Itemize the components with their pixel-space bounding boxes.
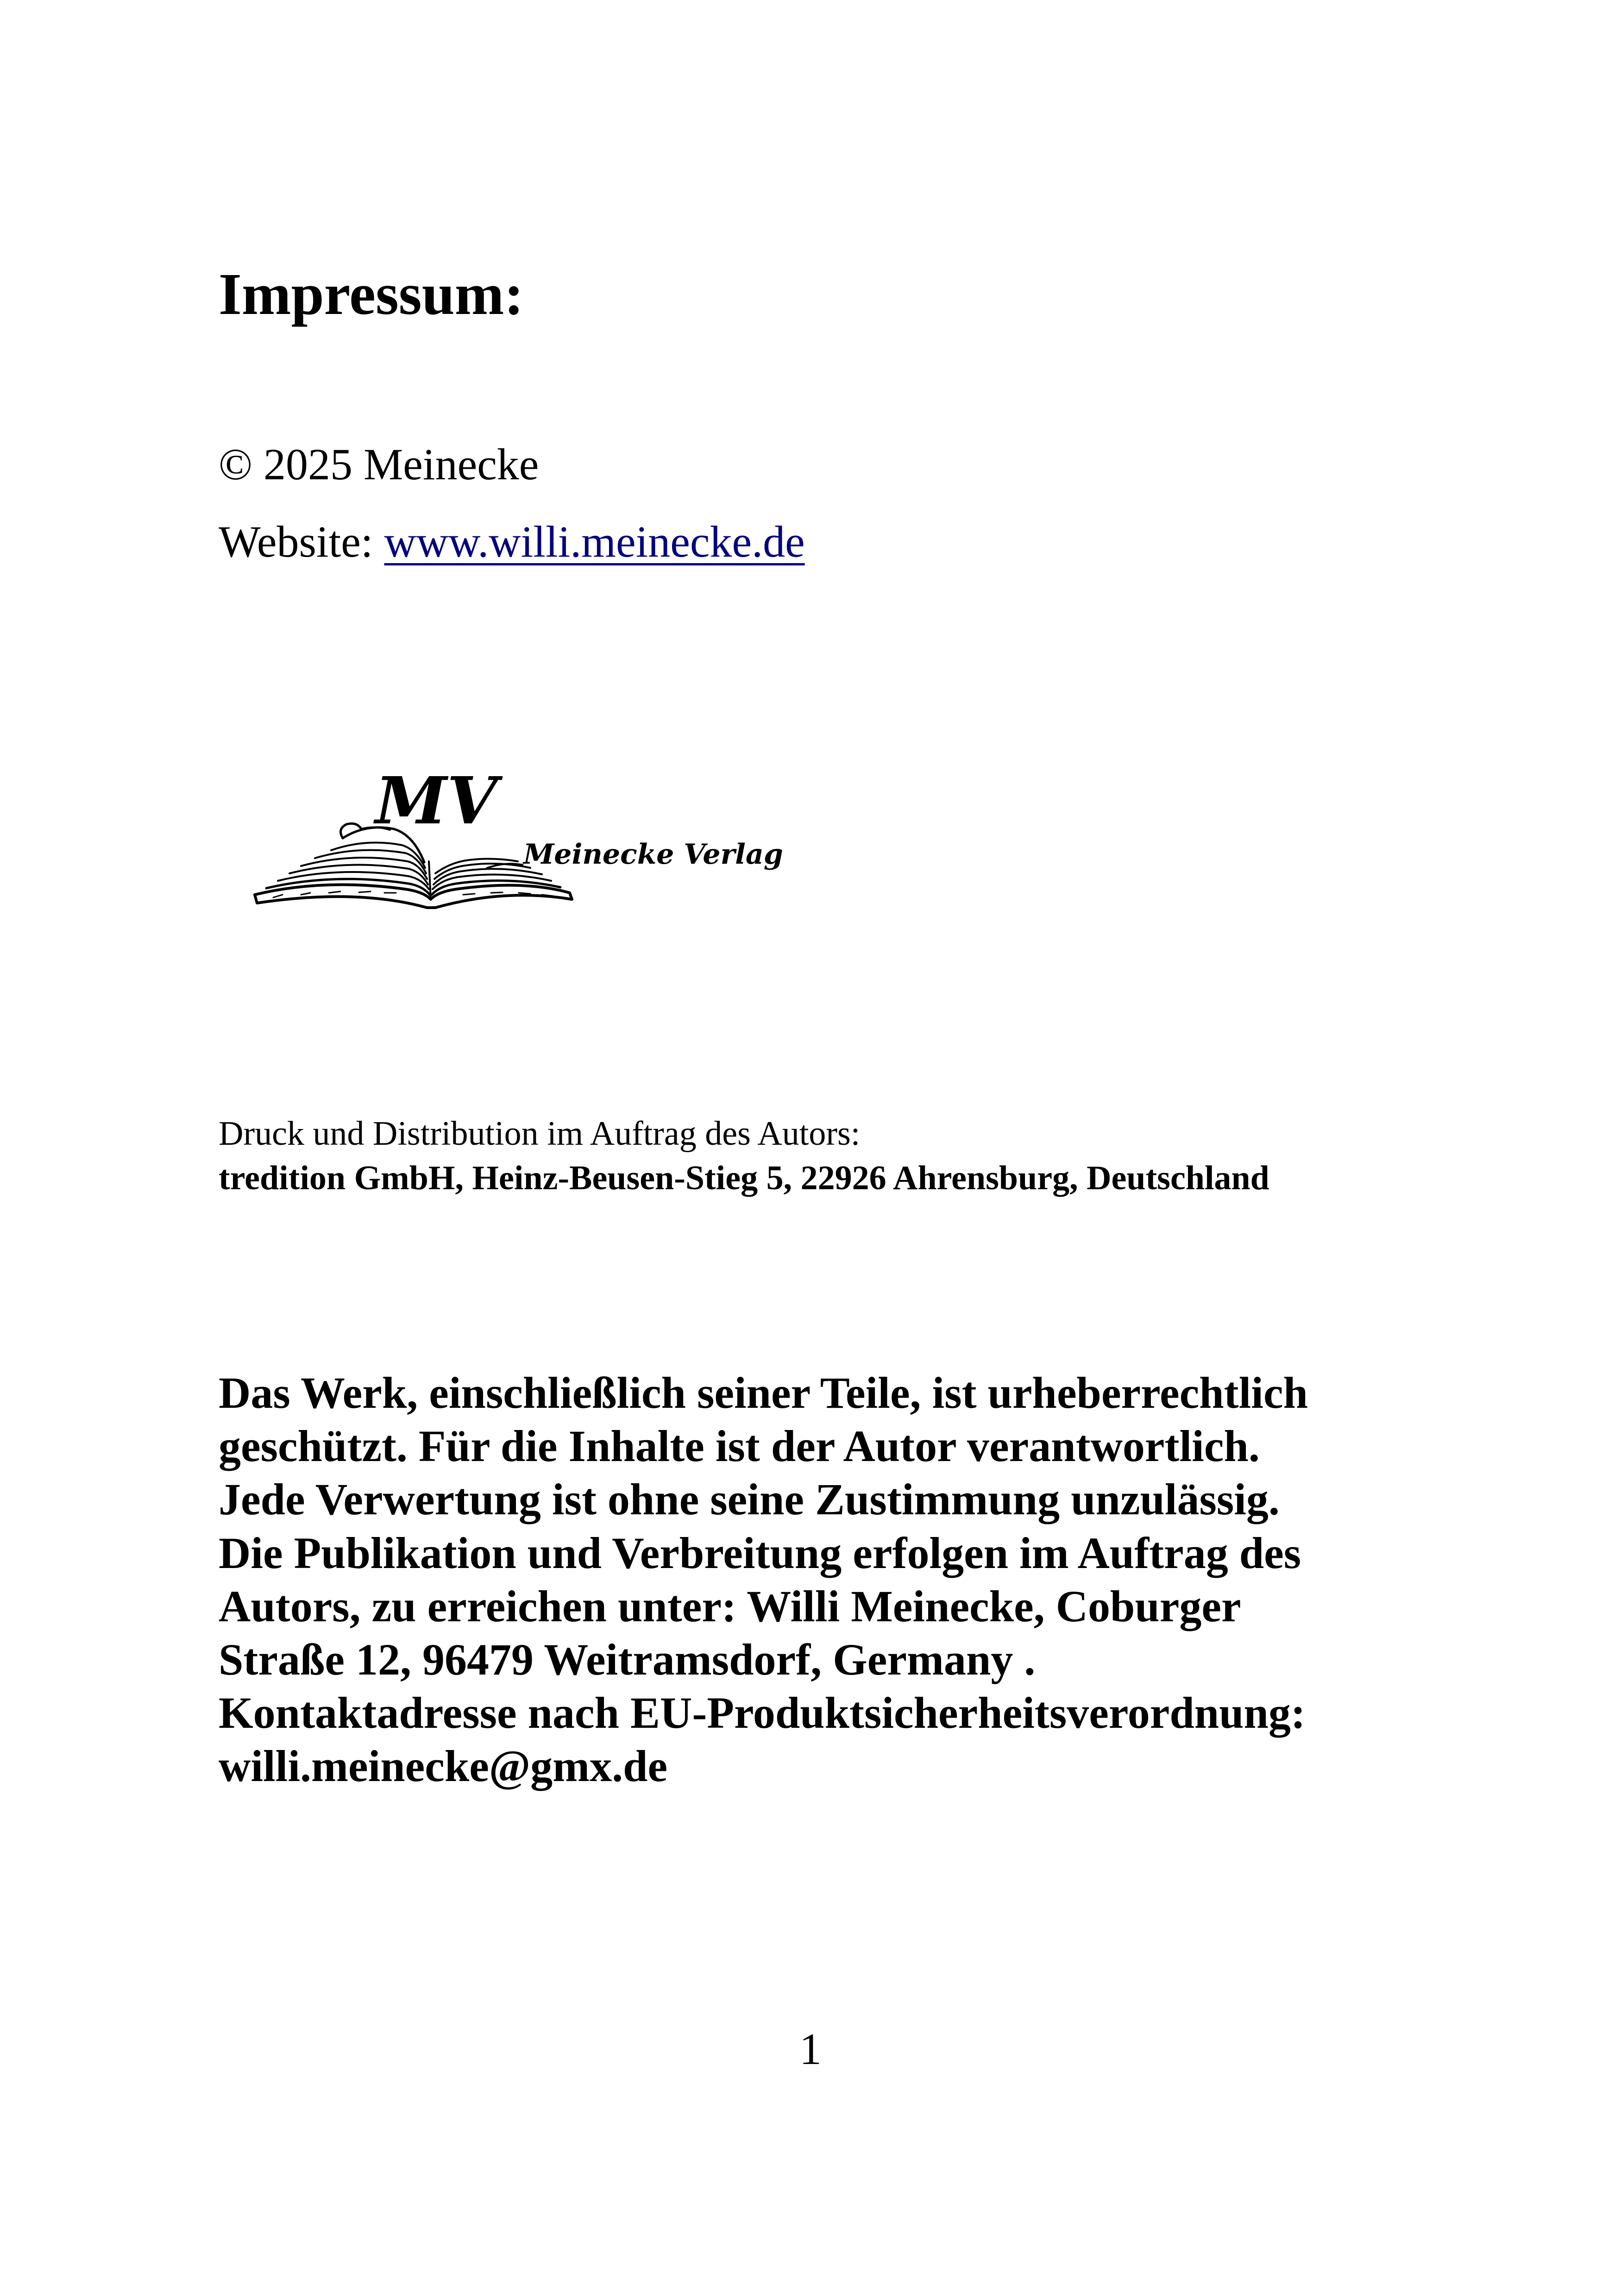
website-link[interactable]: www.willi.meinecke.de xyxy=(384,517,805,566)
page-title: Impressum: xyxy=(219,261,524,327)
printing-info xyxy=(219,1111,1423,1200)
logo-publisher-name: Meinecke Verlag xyxy=(523,838,783,871)
legal-line: Kontaktadresse nach EU-Produktsicherheitsverordnung: xyxy=(219,1688,1306,1738)
contact-email[interactable]: willi.meinecke@gmx.de xyxy=(219,1741,668,1791)
website-label: Website: xyxy=(219,517,384,566)
open-book-icon xyxy=(245,773,829,926)
printing-intro: Druck und Distribution im Auftrag des Autors: xyxy=(219,1115,861,1153)
legal-line: Straße 12, 96479 Weitramsdorf, Germany . xyxy=(219,1634,1036,1684)
legal-line: Das Werk, einschließlich seiner Teile, ist urheberrechtlich xyxy=(219,1368,1308,1418)
website-line xyxy=(219,516,805,567)
legal-line: Die Publikation und Verbreitung erfolgen im Auftrag des xyxy=(219,1528,1301,1578)
publisher-logo xyxy=(245,773,829,926)
logo-monogram: MV xyxy=(375,773,497,839)
page-number: 1 xyxy=(799,2024,822,2074)
copyright-legal-notice xyxy=(219,1366,1423,1793)
legal-line: geschützt. Für die Inhalte ist der Autor verantwortlich. xyxy=(219,1421,1260,1471)
legal-line: Autors, zu erreichen unter: Willi Meinecke, Coburger xyxy=(219,1581,1241,1631)
legal-line: Jede Verwertung ist ohne seine Zustimmung unzulässig. xyxy=(219,1474,1280,1524)
printer-address: tredition GmbH, Heinz-Beusen-Stieg 5, 22926 Ahrensburg, Deutschland xyxy=(219,1159,1269,1198)
copyright-notice: © 2025 Meinecke xyxy=(219,439,539,489)
